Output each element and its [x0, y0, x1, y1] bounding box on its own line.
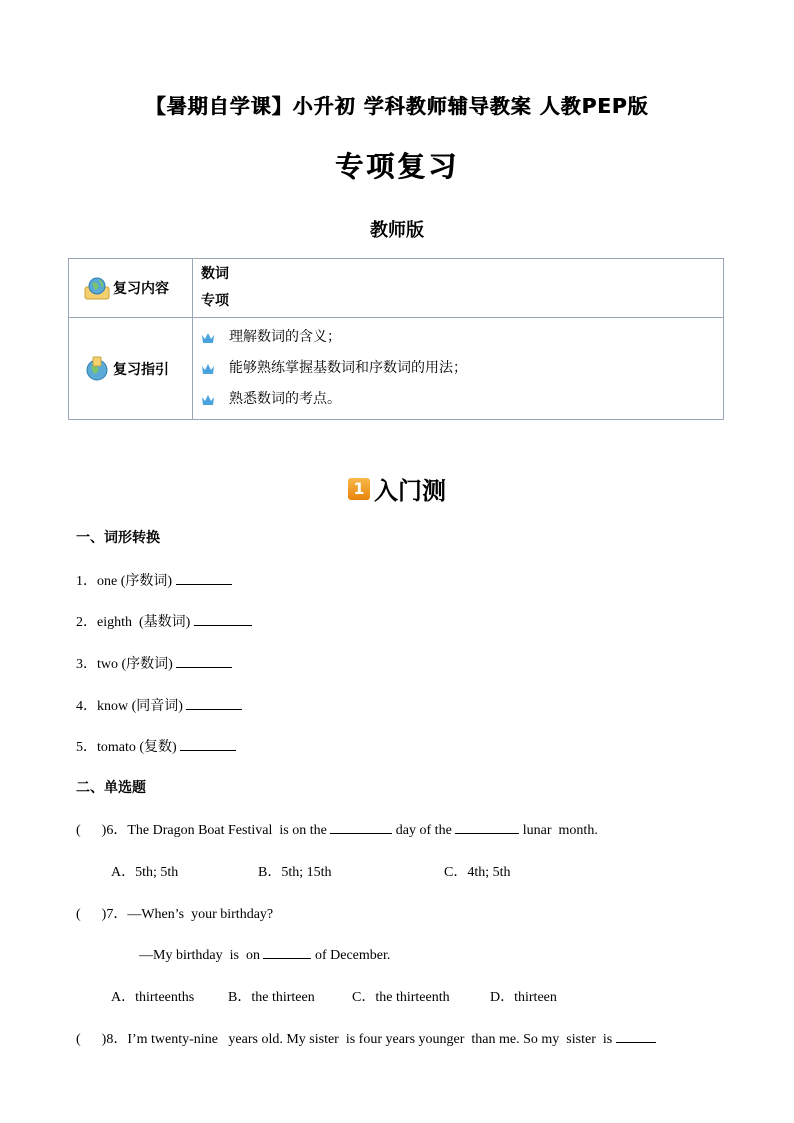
globe-badge-icon — [83, 355, 111, 383]
answer-blank[interactable] — [455, 819, 519, 834]
answer-blank[interactable] — [330, 819, 392, 834]
question-5: 5．tomato (复数) — [76, 736, 236, 756]
guide-item-2: 能够熟练掌握基数词和序数词的用法； — [229, 360, 467, 376]
question-7-line-2: —My birthday is on of December. — [139, 944, 390, 964]
content-label: 复习内容 — [113, 281, 169, 297]
crown-bullet-icon — [201, 332, 215, 344]
crown-bullet-icon — [201, 394, 215, 406]
content-label-cell — [69, 259, 193, 318]
crown-bullet-icon — [201, 363, 215, 375]
question-3: 3．two (序数词) — [76, 653, 232, 673]
question-6: ( )6．The Dragon Boat Festival is on the day of the lunar month. — [76, 819, 598, 839]
guide-item-3: 熟悉数词的考点。 — [229, 391, 341, 407]
q6-option-b[interactable]: B．5th; 15th — [258, 865, 332, 880]
guide-label-cell — [69, 318, 193, 420]
q7-option-b[interactable]: B．the thirteen — [228, 990, 315, 1005]
question-7: ( )7．—When’s your birthday? — [76, 907, 274, 922]
list-item — [201, 322, 715, 353]
info-table — [68, 258, 724, 420]
part1-heading: 一、词形转换 — [76, 530, 160, 546]
answer-blank[interactable] — [186, 695, 242, 710]
part2-heading: 二、单选题 — [76, 780, 146, 796]
header-title: 【暑期自学课】小升初 学科教师辅导教案 人教PEP版 — [145, 94, 649, 118]
question-2: 2．eighth (基数词) — [76, 611, 252, 631]
guide-item-1: 理解数词的含义； — [229, 329, 341, 345]
q7-option-c[interactable]: C．the thirteenth — [352, 990, 450, 1005]
list-item — [201, 384, 715, 415]
book-globe-icon — [83, 275, 111, 301]
question-1: 1．one (序数词) — [76, 570, 232, 590]
section-number-badge: 1 — [348, 478, 370, 500]
question-8: ( )8．I’m twenty-nine years old. My sister is four years younger than me. So my sister is — [76, 1028, 656, 1048]
question-4: 4．know (同音词) — [76, 695, 242, 715]
content-line-1: 数词 — [201, 266, 229, 282]
guide-label: 复习指引 — [113, 361, 169, 378]
main-title: 专项复习 — [334, 150, 459, 183]
content-value-cell — [193, 259, 724, 318]
guide-row — [69, 318, 724, 420]
content-row — [69, 259, 724, 318]
q6-option-a[interactable]: A．5th; 5th — [111, 865, 179, 880]
content-line-2: 专项 — [201, 293, 229, 309]
answer-blank[interactable] — [616, 1028, 656, 1043]
section-heading — [0, 471, 794, 506]
q7-option-d[interactable]: D．thirteen — [490, 990, 557, 1005]
answer-blank[interactable] — [194, 611, 252, 626]
section-title: 入门测 — [374, 477, 446, 505]
q7-option-a[interactable]: A．thirteenths — [111, 990, 195, 1005]
list-item — [201, 353, 715, 384]
answer-blank[interactable] — [180, 736, 236, 751]
guide-list — [193, 318, 724, 420]
q6-option-c[interactable]: C．4th; 5th — [444, 865, 511, 880]
answer-blank[interactable] — [176, 653, 232, 668]
answer-blank[interactable] — [263, 944, 311, 959]
sub-title: 教师版 — [370, 220, 424, 241]
answer-blank[interactable] — [176, 570, 232, 585]
